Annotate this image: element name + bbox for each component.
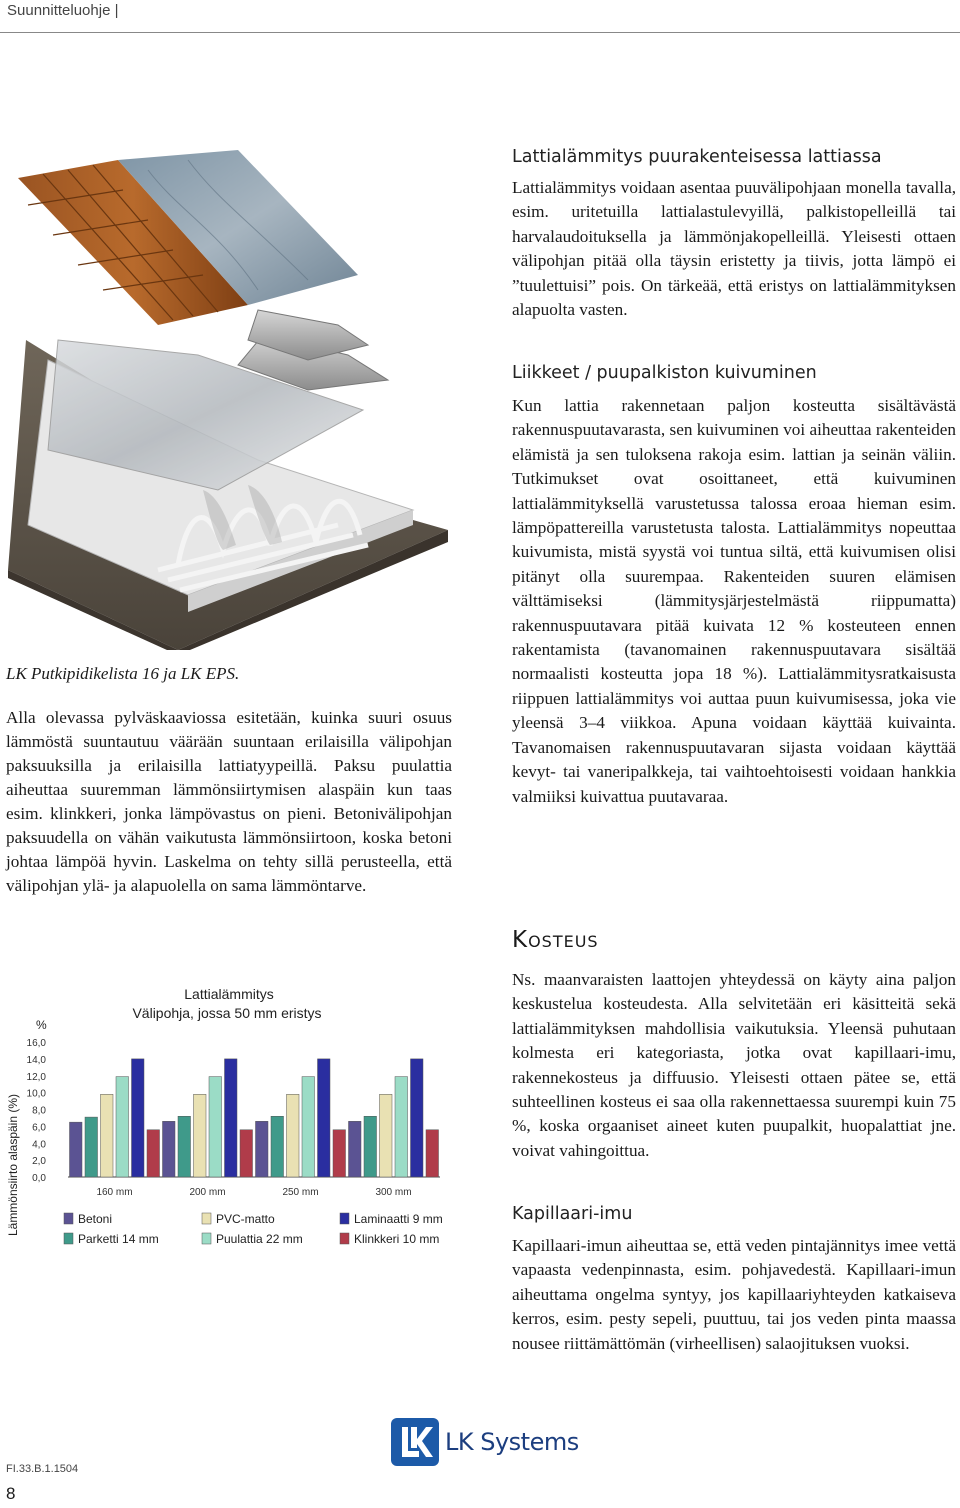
bar <box>194 1094 207 1177</box>
bar <box>132 1059 145 1177</box>
legend-swatch <box>64 1213 73 1224</box>
y-tick-label: 14,0 <box>26 1054 46 1066</box>
illustration-caption: LK Putkipidikelista 16 ja LK EPS. <box>6 664 240 683</box>
bar <box>287 1094 300 1177</box>
legend-label: Parketti 14 mm <box>78 1232 159 1246</box>
heading-movements: Liikkeet / puupalkiston kuivuminen <box>512 363 817 383</box>
bar <box>163 1121 176 1177</box>
legend-label: Klinkkeri 10 mm <box>354 1232 440 1246</box>
chart-title: Lattialämmitys <box>184 986 274 1002</box>
bar <box>349 1121 362 1177</box>
legend-swatch <box>340 1213 349 1224</box>
bar <box>101 1094 114 1177</box>
bar <box>256 1121 269 1177</box>
legend-label: Puulattia 22 mm <box>216 1232 303 1246</box>
bar <box>318 1059 331 1177</box>
x-tick-label: 200 mm <box>189 1187 226 1198</box>
bar <box>302 1077 315 1177</box>
paragraph-capillary: Kapillaari-imun aiheuttaa se, että veden pintajännitys imee vettä vapaasta vedenpinnasta, esim. pohjavedestä. Kapillaari-imun aiheuttama ongelma syntyy, jos kapillaariyhteyden katkaiseva kerros, esim. pesty sepeli, puuttuu, tai jos veden pinta maassa nousee riittämättömän (virheellisen) salaojituksen vuoksi. <box>512 1236 956 1353</box>
lk-logo-icon <box>391 1418 439 1466</box>
heading-capillary: Kapillaari-imu <box>512 1204 633 1224</box>
bar-chart <box>0 980 470 1260</box>
paragraph-movements: Kun lattia rakennetaan paljon kosteutta sisältävästä rakennuspuutavarasta, sen kuivuminen voi aiheuttaa rakenteiden elämistä ja sen tuloksena rakoja esim. lattian ja seinän väliin. Tutkimukset ovat osoittaneet, että kuivuminen lattialämmityksellä varustetussa talossa eroaa hieman esim. lämpöpattereilla varustetusta talosta. Lattialämmitys nopeuttaa kuivumista, mistä syystä voi tuntua siltä, että kuivumisen olisi pitänyt olla suurempaa. Rakenteiden suuren elämisen välttämiseksi (lämmitysjärjestelmästä riippumatta) rakennuspuutavara pitää kuivata 12 % kosteuteen ennen rakentamista (tavanomainen rakennuspuutavara sisältää normaalisti kosteutta jopa 18 %). Lattialämmitysratkaisusta riippuen lattialämmitys voi auttaa puun kuivumisessa, joka vie yleensä 3–4 viikkoa. Apuna voidaan käyttää kuivainta. Tavanomaisen rakennuspuutavaran sijasta voidaan käyttää kevyt- tai vaneripalkkeja, tai vaihtoehtoisesti voidaan hankkia valmiiksi kuivattua puutavaraa. <box>512 396 956 806</box>
y-tick-label: 4,0 <box>32 1139 46 1151</box>
legend-swatch <box>64 1233 73 1244</box>
bar <box>70 1122 83 1177</box>
y-tick-label: 2,0 <box>32 1156 46 1168</box>
bar <box>364 1116 377 1177</box>
lk-systems-wordmark: LK Systems <box>445 1428 579 1456</box>
heading-moisture: Kosteus <box>512 927 599 953</box>
legend-swatch <box>340 1233 349 1244</box>
y-axis-unit: % <box>36 1018 47 1032</box>
header-divider <box>0 32 960 33</box>
heading-wooden-floor: Lattialämmitys puurakenteisessa lattiassa <box>512 147 882 167</box>
y-tick-label: 10,0 <box>26 1088 46 1100</box>
bar <box>178 1116 191 1177</box>
x-tick-label: 250 mm <box>282 1187 319 1198</box>
x-tick-label: 160 mm <box>96 1187 133 1198</box>
bar <box>411 1059 424 1177</box>
bar <box>333 1130 346 1177</box>
legend-label: PVC-matto <box>216 1212 275 1226</box>
y-tick-label: 0,0 <box>32 1173 46 1184</box>
floor-layers-illustration <box>8 150 478 650</box>
legend-swatch <box>202 1233 211 1244</box>
bar <box>85 1117 98 1177</box>
bars-group <box>70 1059 439 1177</box>
bar <box>225 1059 238 1177</box>
legend-label: Betoni <box>78 1212 113 1226</box>
bar <box>395 1077 408 1177</box>
bar <box>240 1130 253 1177</box>
bar <box>147 1130 160 1177</box>
y-axis-label: Lämmönsiirto alaspäin (%) <box>6 1093 20 1237</box>
y-tick-label: 8,0 <box>32 1105 46 1117</box>
chart-intro-paragraph: Alla olevassa pylväskaaviossa esitetään, kuinka suuri osuus lämmöstä suuntautuu väärään suuntaan erilaisilla välipohjan paksuuksilla ja erilaisilla lattiatyypeillä. Paksu puulattia aiheuttaa suuremman lämmönsiirtymisen alaspäin kun taas esim. klinkkeri, jonka lämpövastus on pieni. Betonivälipohjan paksuudella on vähän vaikutusta lämmönsiirtoon, koska betoni johtaa lämpöä hyvin. Laskelma on tehty sillä perusteella, että välipohjan ylä- ja alapuolella on sama lämmöntarve. <box>6 708 452 895</box>
document-code: FI.33.B.1.1504 <box>6 1463 79 1475</box>
chart-subtitle: Välipohja, jossa 50 mm eristys <box>132 1005 322 1021</box>
bar <box>116 1077 129 1177</box>
x-tick-label: 300 mm <box>375 1187 412 1198</box>
paragraph-moisture: Ns. maanvaraisten laattojen yhteydessä on käyty aina paljon keskustelua kosteudesta. Alla selvitetään eri käsitteitä sekä lattialämmityksen mahdollisia vaikutuksia. Yleensä puhutaan kolmesta eri kategoriasta, jotka ovat kapillaari-imu, rakennekosteus ja diffuusio. Yleisesti ottaen pätee se, että suhteellinen kosteus ei saa olla rakennettaessa suurempi kuin 75 %, koska orgaaniset aineet kuten puupalkit, huopalattiat jne. voivat vahingoittua. <box>512 970 956 1160</box>
bar <box>271 1116 284 1177</box>
y-tick-label: 6,0 <box>32 1122 46 1134</box>
y-tick-labels <box>27 1038 47 1184</box>
x-tick-labels <box>96 1187 411 1198</box>
document-header: Suunnitteluohje | <box>7 2 119 19</box>
page-number: 8 <box>6 1484 16 1503</box>
legend-swatch <box>202 1213 211 1224</box>
bar <box>209 1077 222 1177</box>
y-tick-label: 16,0 <box>26 1038 46 1049</box>
bar <box>380 1094 393 1177</box>
bar <box>426 1130 439 1177</box>
chart-legend <box>64 1212 443 1246</box>
y-tick-label: 12,0 <box>26 1071 46 1083</box>
legend-label: Laminaatti 9 mm <box>354 1212 443 1226</box>
paragraph-wooden-floor: Lattialämmitys voidaan asentaa puuvälipohjaan monella tavalla, esim. uritetuilla lattialastulevyillä, palkistopelleillä tai harvalaudoituksella ja lämmönjakopelleillä. Yleisesti ottaen välipohjan pitää olla täysin eristetty ja tiivis, jotta lämpö ei ”tuulettuisi” pois. On tärkeää, että eristys on lattialämmityksen alapuolta vasten. <box>512 178 956 320</box>
